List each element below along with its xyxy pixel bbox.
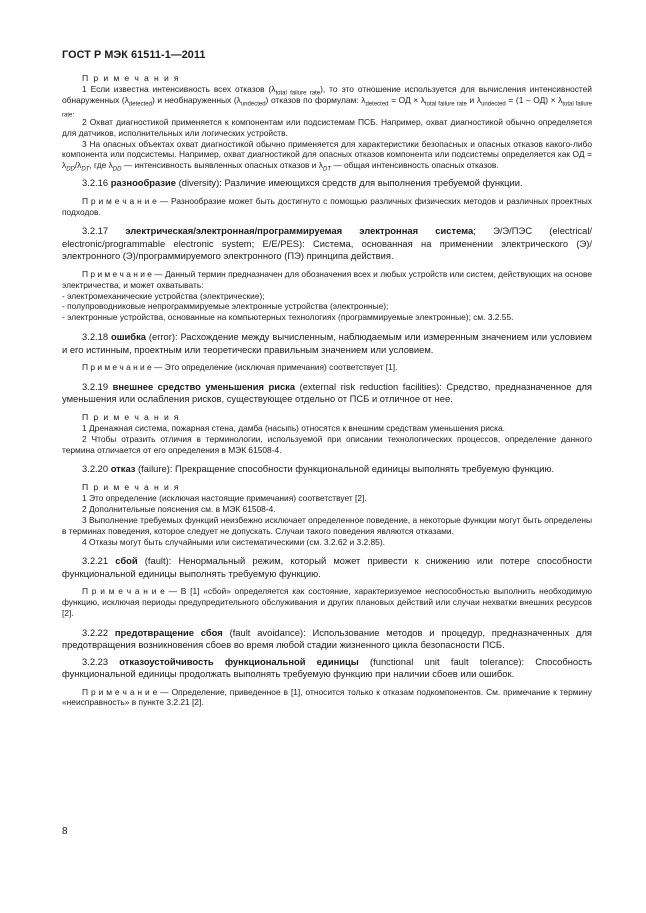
term-3-2-17: 3.2.17 электрическая/электронная/программируемая электронная система; Э/Э/ПЭС (electrical/ electronic/programmable electronic system; E/E/PES): Система, основанная на применении электрического (Э)/электронного (Э)/программируемого электронного (ПЭ) принципа действия. — [62, 225, 593, 262]
note-item: 1 Дренажная система, пожарная стена, дамба (насыпь) относятся к внешним средствам уменьшения риска. — [82, 422, 505, 433]
note-item: 3 Выполнение требуемых функций неизбежно исключает определенное поведение, а некоторые функции могут быть определены в терминах поведения, которое следует не допускать. Случаи такого поведения являются отказами. — [62, 514, 592, 536]
term-3-2-21: 3.2.21 сбой (fault): Ненормальный режим, который может привести к снижению или потере способности функциональной единицы выполнять требуемую функцию. — [62, 555, 592, 579]
note-item: 2 Чтобы отразить отличия в терминологии, используемой при описании технологических процессов, определение данного термина отличается от его определения в МЭК 61508-4. — [62, 433, 592, 455]
note-item: П р и м е ч а н и е — Данный термин предназначен для обозначения всех и любых устройств или систем, действующих на основе электричества, и может охватывать: — [62, 268, 592, 290]
note-item: П р и м е ч а н и е — Определение, приведенное в [1], относится только к отказам подкомпонентов. См. примечание к термину «неисправность» в пункте 3.2.21 [2]. — [62, 686, 592, 708]
note-item: П р и м е ч а н и е — В [1] «сбой» определяется как состояние, характеризуемое неспособностью выполнить необходимую функцию, исключая периоды предупредительного обслуживания и других плановых действий или случаи нехватки внешних ресурсов [2]. — [62, 586, 593, 619]
page-number: 8 — [62, 826, 68, 837]
page-header: ГОСТ Р МЭК 61511-1—2011 — [62, 49, 206, 61]
term-3-2-19: 3.2.19 внешнее средство уменьшения риска (external risk reduction facilities): Средство, предназначенное для уменьшения или ослабления рисков, существующее отдельно от ПСБ и отличное от нее. — [62, 380, 592, 405]
term-3-2-20: 3.2.20 отказ (failure): Прекращение способности функциональной единицы выполнять требуемую функцию. — [82, 463, 555, 475]
term-3-2-23: 3.2.23 отказоустойчивость функциональной единицы (functional unit fault tolerance): Способность функциональной единицы продолжать выполнять требуемую функцию при наличии сбоев или ошибок. — [62, 655, 592, 680]
term-3-2-18: 3.2.18 ошибка (error): Расхождение между вычисленным, наблюдаемым или измеренным значением или условием и его истинным, проектным или теоретически правильным значением или условием. — [62, 331, 592, 355]
note-item: 1 Это определение (исключая настоящие примечания) соответствует [2]. — [82, 492, 367, 503]
list-item: - полупроводниковые непрограммируемые электронные устройства (электронные); — [62, 301, 389, 312]
page-content — [62, 73, 592, 708]
notes-heading: П р и м е ч а н и я — [82, 411, 180, 422]
term-3-2-16: 3.2.16 разнообразие (diversity): Различие имеющихся средств для выполнения требуемой функции. — [82, 177, 523, 189]
list-item: - электронные устройства, основанные на компьютерных технологиях (программируемые электронные); см. 3.2.55. — [62, 312, 514, 323]
note-item: 4 Отказы могут быть случайными или систематическими (см. 3.2.62 и 3.2.85). — [82, 536, 385, 547]
note-item: 2 Охват диагностикой применяется к компонентам или подсистемам ПСБ. Например, охват диагностикой обычно определяется для датчиков, исполнительных или логических устройств. — [62, 116, 592, 138]
note-item: П р и м е ч а н и е — Это определение (исключая примечания) соответствует [1]. — [82, 362, 398, 373]
note-item: П р и м е ч а н и е — Разнообразие может быть достигнуто с помощью различных физических методов и различных проектных подходов. — [62, 195, 592, 217]
note-item: 3 На опасных объектах охват диагностикой обычно применяется для характеристики безопасных и опасных отказов какого-либо компонента или подсистемы. Например, охват диагностикой для опасных отказов компонента или подсистемы определяется как ОД = $\lambda_{DD}/\lambda_{DT}$, где $\lambda_{DD}$ — интенсивность выявленных опасных отказов и $\lambda_{DT}$ — общая интенсивность опасных отказов. — [62, 138, 592, 174]
term-3-2-22: 3.2.22 предотвращение сбоя (fault avoidance): Использование методов и процедур, предназначенных для предотвращения возникновения сбоев во время любой стадии жизненного цикла безопасности ПСБ. — [62, 626, 593, 651]
note-item: 2 Дополнительные пояснения см. в МЭК 61508-4. — [82, 503, 276, 514]
notes-heading: П р и м е ч а н и я — [82, 73, 180, 83]
notes-heading: П р и м е ч а н и я — [82, 481, 180, 492]
list-item: - электромеханические устройства (электрические); — [62, 290, 265, 301]
note-item: 1 Если известна интенсивность всех отказов $(\lambda_{total failure rate})$, то это отношение используется для вычисления интенсивностей обнаруженных $(\lambda_{detected})$ и необнаруженных $(\lambda_{undected})$ отказов по формулам: $\lambda_{detected}$ = ОД × $\lambda_{total failure rate}$ и $\lambda_{undected} = (1 - ОД) \times \lambda_{total failure rate}$. — [62, 84, 593, 119]
